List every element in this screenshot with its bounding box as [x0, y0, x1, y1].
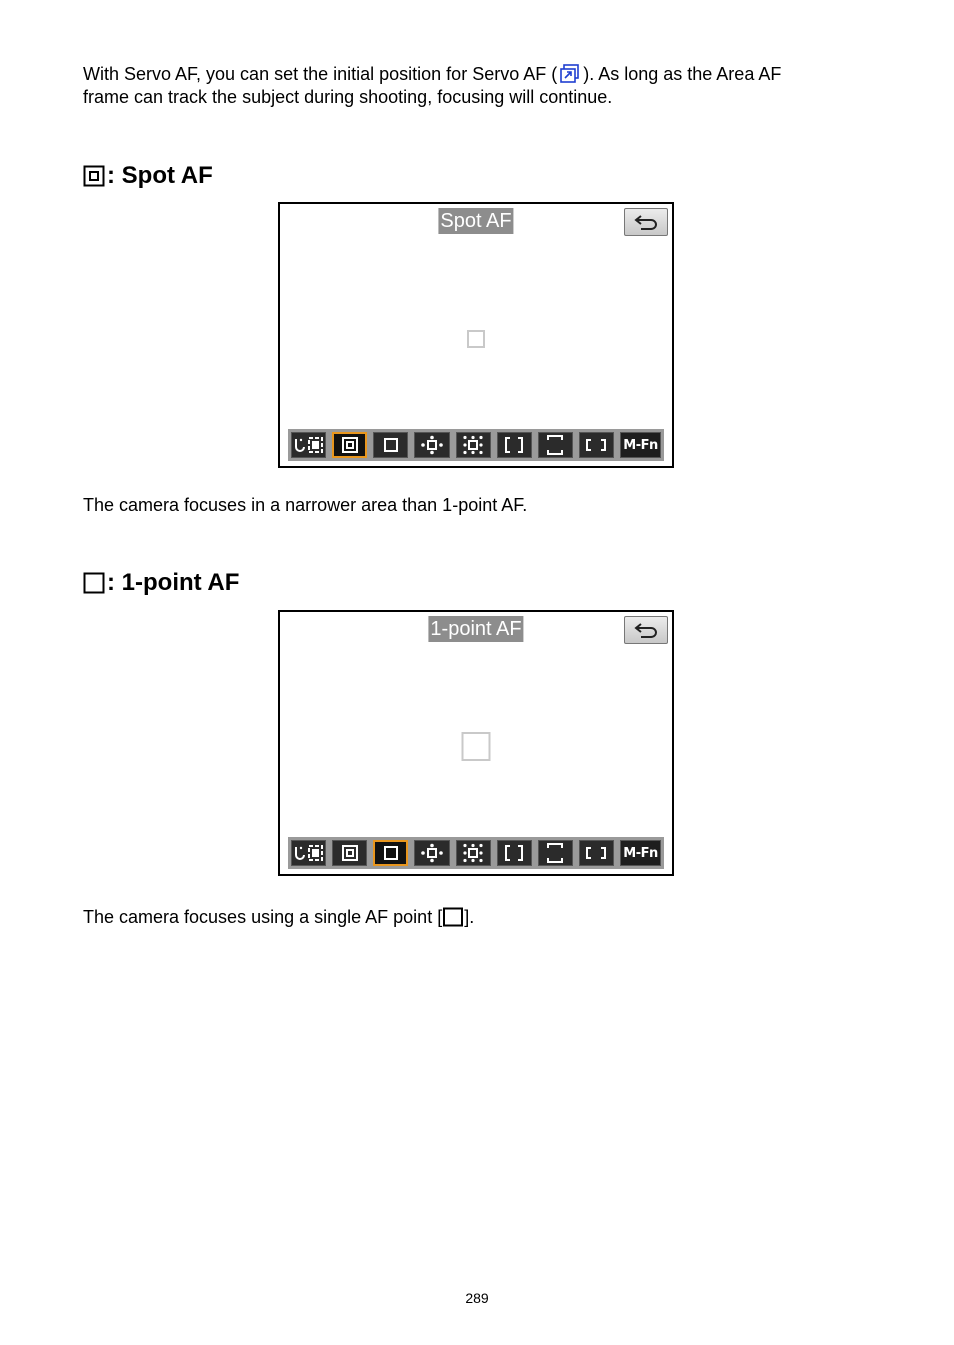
- spot-af-caption: The camera focuses in a narrower area than 1-point AF.: [83, 495, 528, 515]
- 1-point-af-button[interactable]: [373, 840, 408, 866]
- 1-point-af-icon: [383, 845, 399, 861]
- expand-af-cross-icon: [420, 435, 444, 455]
- af-mode-bar: [288, 429, 664, 461]
- 1-point-af-icon: [442, 907, 464, 933]
- intro-text-3: frame can track the subject during shooting, focusing will continue.: [83, 87, 613, 107]
- spot-af-screen: [278, 202, 674, 468]
- m-fn-button[interactable]: M-Fn: [620, 432, 661, 458]
- spot-af-icon: [83, 165, 105, 187]
- face-tracking-af-button[interactable]: [291, 840, 326, 866]
- face-tracking-af-icon: [293, 435, 325, 455]
- expand-af-cross-button[interactable]: [414, 432, 449, 458]
- 1-point-af-button[interactable]: [373, 432, 408, 458]
- flexible-zone-af-2-button[interactable]: [538, 432, 573, 458]
- flexible-zone-af-2-button[interactable]: [538, 840, 573, 866]
- flexible-zone-af-1-button[interactable]: [497, 840, 532, 866]
- spot-af-icon: [341, 844, 359, 862]
- flexible-zone-af-2-icon: [546, 434, 564, 456]
- flexible-zone-af-3-button[interactable]: [579, 432, 614, 458]
- face-tracking-af-button[interactable]: [291, 432, 326, 458]
- 1-point-af-icon: [383, 437, 399, 453]
- expand-af-around-icon: [461, 435, 485, 455]
- back-button[interactable]: [624, 208, 668, 236]
- intro-text-1: With Servo AF, you can set the initial position for Servo AF (: [83, 64, 558, 84]
- m-fn-button[interactable]: M-Fn: [620, 840, 661, 866]
- flexible-zone-af-1-icon: [504, 436, 524, 454]
- section-heading-text: : 1-point AF: [107, 569, 240, 596]
- spot-af-button[interactable]: [332, 840, 367, 866]
- flexible-zone-af-1-button[interactable]: [497, 432, 532, 458]
- spot-af-icon: [341, 436, 359, 454]
- intro-text-2: ). As long as the Area AF: [583, 64, 782, 84]
- servo-af-initial-position-link-icon[interactable]: [559, 64, 581, 84]
- caption-text-2: ].: [464, 907, 475, 927]
- expand-af-around-icon: [461, 843, 485, 863]
- 1-point-af-icon: [83, 572, 105, 594]
- flexible-zone-af-2-icon: [546, 842, 564, 864]
- spot-af-button[interactable]: [332, 432, 367, 458]
- page-number: 289: [465, 1290, 489, 1306]
- 1-point-af-caption: [83, 906, 474, 933]
- screen-title: 1-point AF: [430, 618, 522, 640]
- expand-af-cross-button[interactable]: [414, 840, 449, 866]
- expand-af-cross-icon: [420, 843, 444, 863]
- flexible-zone-af-1-icon: [504, 844, 524, 862]
- expand-af-around-button[interactable]: [456, 840, 491, 866]
- flexible-zone-af-3-icon: [584, 846, 608, 860]
- face-tracking-af-icon: [293, 843, 325, 863]
- back-button[interactable]: [624, 616, 668, 644]
- af-point-frame[interactable]: [462, 732, 491, 761]
- caption-text-1: The camera focuses using a single AF point [: [83, 907, 443, 927]
- back-arrow-icon: [633, 621, 659, 639]
- flexible-zone-af-3-button[interactable]: [579, 840, 614, 866]
- af-point-frame[interactable]: [467, 330, 485, 348]
- flexible-zone-af-3-icon: [584, 438, 608, 452]
- af-mode-bar: [288, 837, 664, 869]
- 1-point-af-screen: [278, 610, 674, 876]
- intro-paragraph: [83, 63, 781, 109]
- back-arrow-icon: [633, 213, 659, 231]
- section-heading-spot-af: [83, 162, 213, 190]
- section-heading-1-point-af: [83, 569, 239, 597]
- section-heading-text: : Spot AF: [107, 162, 213, 189]
- expand-af-around-button[interactable]: [456, 432, 491, 458]
- screen-title: Spot AF: [440, 210, 512, 232]
